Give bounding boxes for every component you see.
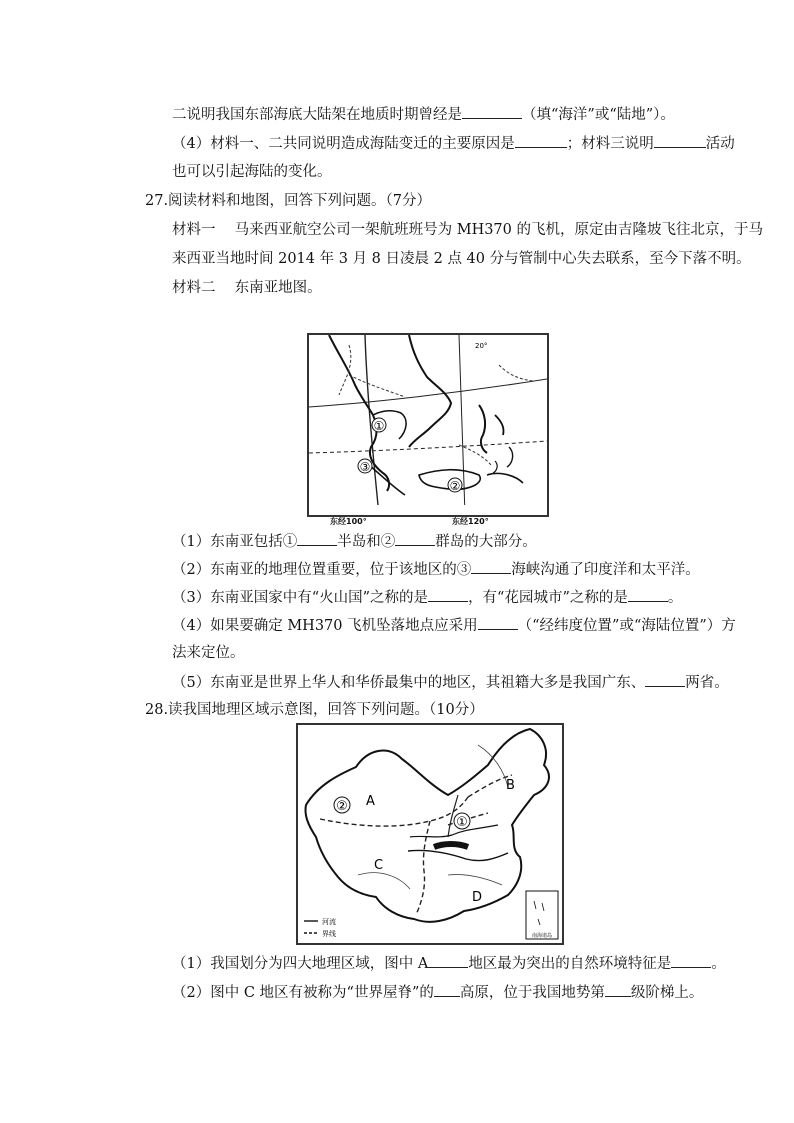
question-line xyxy=(172,982,703,1003)
text-line: 也可以引起海陆的变化。 xyxy=(172,164,332,180)
marker-3: ③ xyxy=(359,460,371,474)
region-c-label: C xyxy=(374,858,384,873)
question-line xyxy=(172,672,729,693)
static-text: 。 xyxy=(711,956,726,972)
material-text: 来西亚当地时间 2014 年 3 月 8 日凌晨 2 点 40 分与管制中心失去联系，至今下落不明。 xyxy=(172,251,751,267)
static-text: 级阶梯上。 xyxy=(630,985,704,1001)
question-line xyxy=(172,531,537,552)
inset-label: 南海诸岛 xyxy=(531,933,553,939)
marker-1: ① xyxy=(456,815,468,830)
china-regions-map xyxy=(296,723,564,945)
answer-blank[interactable] xyxy=(462,104,522,119)
question-line xyxy=(172,587,682,608)
static-text: （4）材料一、二共同说明造成海陆变迁的主要原因是 xyxy=(172,136,515,152)
static-text: （1）我国划分为四大地理区域，图中 A xyxy=(172,956,429,972)
static-text: 地区最为突出的自然环境特征是 xyxy=(468,956,672,972)
marker-1: ① xyxy=(373,419,385,433)
legend-border: 界线 xyxy=(322,930,336,938)
southeast-asia-map xyxy=(307,333,549,517)
static-text: （5）东南亚是世界上华人和华侨最集中的地区，其祖籍大多是我国广东、 xyxy=(172,675,646,691)
question-line xyxy=(172,953,726,974)
text-line xyxy=(172,104,675,125)
answer-blank[interactable] xyxy=(428,953,468,968)
answer-blank[interactable] xyxy=(645,672,685,687)
answer-blank[interactable] xyxy=(471,559,511,574)
answer-blank[interactable] xyxy=(297,531,337,546)
static-text: ；材料三说明 xyxy=(566,136,654,152)
legend-river: 河流 xyxy=(322,918,336,926)
static-text: 。 xyxy=(667,590,683,606)
region-b-label: B xyxy=(506,778,515,793)
question-title: 27.阅读材料和地图，回答下列问题。（7分） xyxy=(145,193,432,209)
static-text: （3）东南亚国家中有“火山国”之称的是 xyxy=(172,590,429,606)
region-d-label: D xyxy=(472,890,483,905)
answer-blank[interactable] xyxy=(434,982,460,997)
question-line xyxy=(172,615,736,636)
answer-blank[interactable] xyxy=(478,615,518,630)
question-line: 法来定位。 xyxy=(172,645,245,661)
static-text: （4）如果要确定 MH370 飞机坠落地点应采用 xyxy=(172,618,478,634)
answer-blank[interactable] xyxy=(654,133,706,148)
static-text: 二说明我国东部海底大陆架在地质时期曾经是 xyxy=(172,107,462,123)
material-text: 材料二 东南亚地图。 xyxy=(172,280,322,296)
answer-blank[interactable] xyxy=(395,531,435,546)
axis-label-120: 东经120° xyxy=(452,517,489,526)
answer-blank[interactable] xyxy=(428,587,468,602)
question-line xyxy=(172,559,700,580)
marker-2: ② xyxy=(336,799,348,814)
region-a-label: A xyxy=(366,794,375,809)
answer-blank[interactable] xyxy=(671,953,711,968)
tick-label: 20° xyxy=(475,342,488,350)
static-text: 群岛的大部分。 xyxy=(435,534,537,550)
static-text: 两省。 xyxy=(685,675,729,691)
text-line xyxy=(172,133,735,154)
static-text: （2）东南亚的地理位置重要，位于该地区的③ xyxy=(172,562,472,578)
static-text: 半岛和② xyxy=(337,534,396,550)
answer-blank[interactable] xyxy=(605,982,631,997)
marker-2: ② xyxy=(449,479,461,493)
static-text: ，有“花园城市”之称的是 xyxy=(468,590,628,606)
static-text: （填“海洋”或“陆地”）。 xyxy=(522,107,675,123)
static-text: 活动 xyxy=(705,136,735,152)
static-text: （1）东南亚包括① xyxy=(172,534,298,550)
material-text: 材料一 马来西亚航空公司一架航班班号为 MH370 的飞机，原定由吉隆坡飞往北京，于马 xyxy=(172,222,763,238)
static-text: 高原，位于我国地势第 xyxy=(459,985,605,1001)
static-text: 海峡沟通了印度洋和太平洋。 xyxy=(511,562,700,578)
static-text: （“经纬度位置”或“海陆位置”）方 xyxy=(517,618,736,634)
answer-blank[interactable] xyxy=(628,587,668,602)
answer-blank[interactable] xyxy=(515,133,567,148)
question-title: 28.读我国地理区域示意图，回答下列问题。（10分） xyxy=(145,702,484,718)
axis-label-100: 东经100° xyxy=(330,517,367,526)
static-text: （2）图中 C 地区有被称为“世界屋脊”的 xyxy=(172,985,434,1001)
